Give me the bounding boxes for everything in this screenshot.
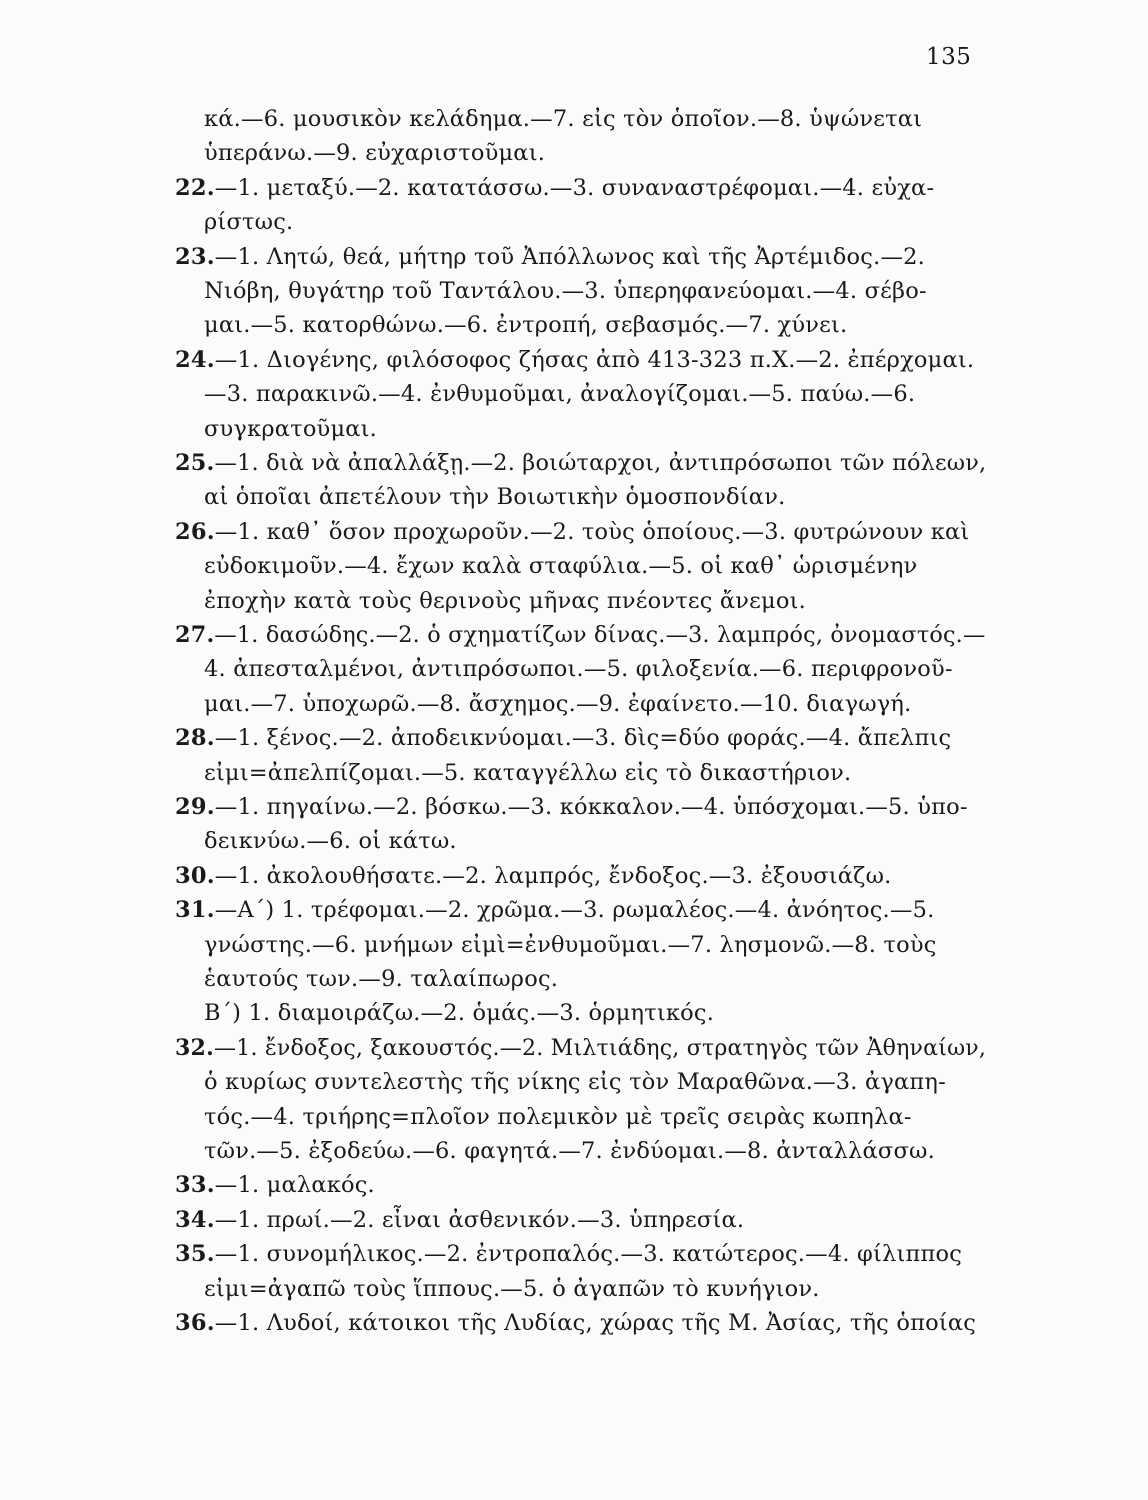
entry-line bbox=[175, 515, 969, 549]
entry-line bbox=[175, 1237, 962, 1271]
line-text: —1. μαλακός. bbox=[214, 1172, 375, 1199]
entry-line bbox=[175, 893, 934, 927]
line-text: —3. παρακινῶ.—4. ἐνθυμοῦμαι, ἀναλογίζομαι.—5. παύω.—6. bbox=[204, 381, 916, 408]
entry-line bbox=[175, 618, 985, 652]
text-line bbox=[204, 205, 293, 239]
line-text: μαι.—5. κατορθώνω.—6. ἐντροπή, σεβασμός.—7. χύνει. bbox=[204, 312, 848, 339]
text-line bbox=[204, 1134, 935, 1168]
entry-number: 30. bbox=[175, 862, 215, 889]
entry-number: 33. bbox=[175, 1172, 215, 1199]
line-text: —1. μεταξύ.—2. κατατάσσω.—3. συναναστρέφομαι.—4. εὐχα- bbox=[214, 174, 935, 201]
entry-line bbox=[175, 1168, 375, 1202]
line-text: —1. διὰ νὰ ἀπαλλάξῃ.—2. βοιώταρχοι, ἀντιπρόσωποι τῶν πόλεων, bbox=[214, 450, 987, 476]
line-text: —1. Λυδοί, κάτοικοι τῆς Λυδίας, χώρας τῆς Μ. Ἀσίας, τῆς ὁποίας bbox=[214, 1310, 977, 1336]
line-text: —1. πρωί.—2. εἶναι ἀσθενικόν.—3. ὑπηρεσία. bbox=[214, 1206, 745, 1233]
entry-number: 23. bbox=[175, 243, 215, 270]
line-text: ὁ κυρίως συντελεστὴς τῆς νίκης εἰς τὸν Μαραθῶνα.—3. ἀγαπη- bbox=[204, 1069, 946, 1096]
line-text: μαι.—7. ὑποχωρῶ.—8. ἄσχημος.—9. ἐφαίνετο.—10. διαγωγή. bbox=[204, 690, 912, 717]
text-line bbox=[204, 1100, 912, 1134]
text-line bbox=[204, 136, 545, 170]
entry-number: 25. bbox=[175, 450, 215, 476]
text-line bbox=[204, 274, 927, 308]
entry-line bbox=[175, 343, 974, 377]
line-text: —1. ἀκολουθήσατε.—2. λαμπρός, ἔνδοξος.—3. ἐξουσιάζω. bbox=[214, 862, 892, 889]
line-text: αἱ ὁποῖαι ἀπετέλουν τὴν Βοιωτικὴν ὁμοσπονδίαν. bbox=[204, 484, 786, 511]
text-line bbox=[204, 102, 922, 136]
line-text: γνώστης.—6. μνήμων εἰμὶ=ἐνθυμοῦμαι.—7. λησμονῶ.—8. τοὺς bbox=[204, 931, 937, 958]
text-line bbox=[204, 756, 851, 790]
entry-number: 26. bbox=[175, 518, 215, 545]
entry-number: 31. bbox=[175, 897, 215, 924]
entry-line bbox=[175, 721, 951, 755]
line-text: ἑαυτούς των.—9. ταλαίπωρος. bbox=[204, 966, 559, 992]
entry-number: 22. bbox=[175, 174, 215, 201]
text-line bbox=[204, 824, 457, 858]
line-text: 4. ἀπεσταλμένοι, ἀντιπρόσωποι.—5. φιλοξενία.—6. περιφρονοῦ- bbox=[204, 656, 953, 683]
entry-number: 36. bbox=[175, 1310, 215, 1336]
line-text: —Α΄) 1. τρέφομαι.—2. χρῶμα.—3. ρωμαλέος.—4. ἀνόητος.—5. bbox=[214, 897, 935, 924]
line-text: ἐποχὴν κατὰ τοὺς θερινοὺς μῆνας πνέοντες ἄνεμοι. bbox=[204, 587, 806, 614]
page-number: 135 bbox=[926, 44, 972, 70]
entry-number: 32. bbox=[175, 1034, 214, 1061]
line-text: ὑπεράνω.—9. εὐχαριστοῦμαι. bbox=[204, 140, 546, 167]
line-text: εἰμι=ἀπελπίζομαι.—5. καταγγέλλω εἰς τὸ δικαστήριον. bbox=[204, 759, 852, 786]
text-line bbox=[204, 996, 714, 1030]
entry-line bbox=[175, 1031, 986, 1065]
line-text: τῶν.—5. ἐξοδεύω.—6. φαγητά.—7. ἐνδύομαι.—8. ἀνταλλάσσω. bbox=[204, 1138, 935, 1164]
line-text: Β΄) 1. διαμοιράζω.—2. ὁμάς.—3. ὁρμητικός. bbox=[204, 1000, 715, 1027]
entry-line bbox=[175, 240, 925, 274]
line-text: κά.—6. μουσικὸν κελάδημα.—7. εἰς τὸν ὁποῖον.—8. ὑψώνεται bbox=[204, 106, 923, 132]
entry-number: 34. bbox=[175, 1206, 215, 1233]
line-text: τός.—4. τριήρης=πλοῖον πολεμικὸν μὲ τρεῖς σειρὰς κωπηλα- bbox=[204, 1103, 912, 1130]
line-text: —1. δασώδης.—2. ὁ σχηματίζων δίνας.—3. λαμπρός, ὀνομαστός.— bbox=[214, 622, 986, 648]
text-line bbox=[204, 962, 558, 996]
line-text: —1. Διογένης, φιλόσοφος ζήσας ἀπὸ 413-323 π.Χ.—2. ἐπέρχομαι. bbox=[214, 346, 975, 373]
entry-line bbox=[175, 1306, 976, 1340]
line-text: —1. ξένος.—2. ἀποδεικνύομαι.—3. δὶς=δύο φοράς.—4. ἄπελπις bbox=[214, 725, 952, 752]
entry-number: 27. bbox=[175, 622, 215, 648]
line-text: ρίστως. bbox=[204, 209, 294, 236]
entry-line bbox=[175, 446, 986, 480]
text-line bbox=[204, 652, 953, 686]
line-text: —1. Λητώ, θεά, μήτηρ τοῦ Ἀπόλλωνος καὶ τῆς Ἀρτέμιδος.—2. bbox=[214, 243, 926, 270]
line-text: —1. καθ᾽ ὅσον προχωροῦν.—2. τοὺς ὁποίους.—3. φυτρώνουν καὶ bbox=[214, 518, 970, 545]
text-line bbox=[204, 1272, 820, 1306]
line-text: —1. πηγαίνω.—2. βόσκω.—3. κόκκαλον.—4. ὑπόσχομαι.—5. ὑπο- bbox=[214, 794, 968, 820]
entry-line bbox=[175, 171, 934, 205]
line-text: δεικνύω.—6. οἱ κάτω. bbox=[204, 828, 457, 855]
line-text: —1. συνομήλικος.—2. ἐντροπαλός.—3. κατώτερος.—4. φίλιππος bbox=[214, 1241, 963, 1268]
text-line bbox=[204, 584, 806, 618]
line-text: Νιόβη, θυγάτηρ τοῦ Ταντάλου.—3. ὑπερηφανεύομαι.—4. σέβο- bbox=[204, 278, 927, 304]
line-text: εὐδοκιμοῦν.—4. ἔχων καλὰ σταφύλια.—5. οἱ καθ᾽ ὡρισμένην bbox=[204, 553, 918, 580]
entry-number: 24. bbox=[175, 346, 215, 373]
line-text: εἰμι=ἀγαπῶ τοὺς ἵππους.—5. ὁ ἀγαπῶν τὸ κυνήγιον. bbox=[204, 1275, 820, 1302]
text-line bbox=[204, 687, 911, 721]
text-line bbox=[204, 549, 917, 583]
entry-number: 35. bbox=[175, 1241, 215, 1268]
text-line bbox=[204, 377, 915, 411]
entry-line bbox=[175, 790, 968, 824]
text-line bbox=[204, 412, 377, 446]
line-text: συγκρατοῦμαι. bbox=[204, 415, 378, 442]
text-line bbox=[204, 480, 785, 514]
entry-number: 29. bbox=[175, 794, 215, 820]
entry-line bbox=[175, 1203, 744, 1237]
entry-line bbox=[175, 859, 891, 893]
line-text: —1. ἔνδοξος, ξακουστός.—2. Μιλτιάδης, στρατηγὸς τῶν Ἀθηναίων, bbox=[213, 1034, 987, 1061]
text-line bbox=[204, 308, 847, 342]
text-line bbox=[204, 928, 937, 962]
text-line bbox=[204, 1065, 946, 1099]
entry-number: 28. bbox=[175, 725, 215, 752]
